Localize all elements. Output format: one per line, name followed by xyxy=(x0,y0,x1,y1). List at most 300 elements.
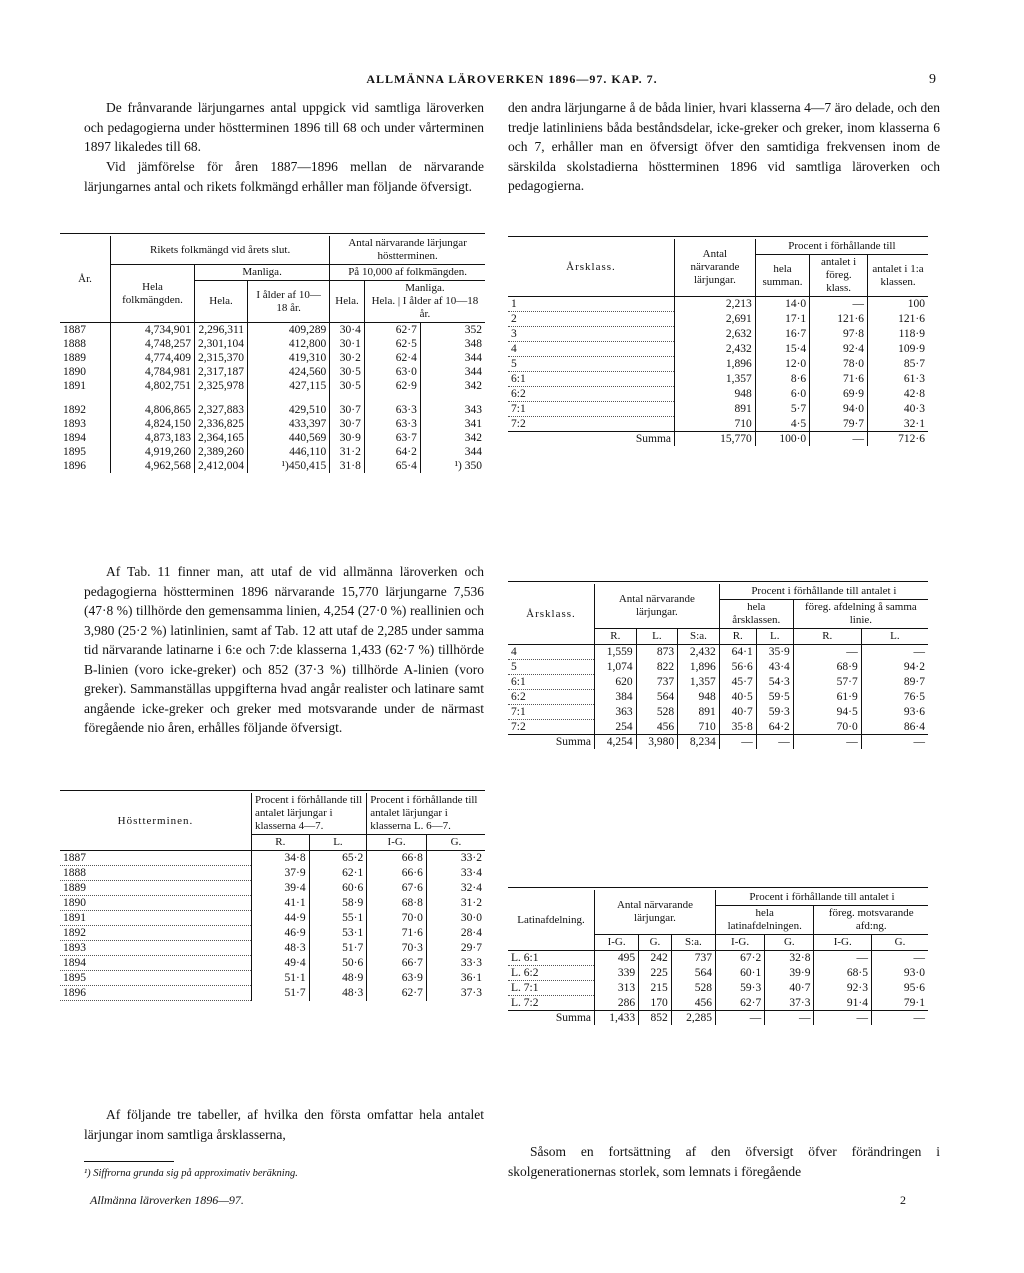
table-cell: 341 xyxy=(420,417,485,431)
subheader-cell: R. xyxy=(719,629,756,645)
subheader-cell: I-G. xyxy=(715,935,764,951)
sum-cell: — xyxy=(756,735,793,750)
t4-h-hela: hela årsklassen. xyxy=(719,600,793,629)
table-cell: 4,784,981 xyxy=(111,365,195,379)
table-row xyxy=(60,941,485,956)
table-cell: 822 xyxy=(636,660,678,675)
table-cell: 948 xyxy=(678,690,720,705)
t2-sub-ig: I-G. xyxy=(367,835,427,851)
table-cell: 91·4 xyxy=(814,996,871,1011)
table-cell: 440,569 xyxy=(248,431,330,445)
sum-cell: 8,234 xyxy=(678,735,720,750)
table-row xyxy=(60,926,485,941)
table-cell: 40·7 xyxy=(765,981,814,996)
t2-body xyxy=(60,851,485,1001)
table-row xyxy=(508,720,928,735)
table-cell: 528 xyxy=(671,981,715,996)
table-cell: 92·4 xyxy=(810,342,868,357)
t4-h-proc: Procent i förhållande till antalet i xyxy=(719,584,928,600)
t1-h-hela2: Hela. xyxy=(330,281,365,323)
subheader-cell: S:a. xyxy=(678,629,720,645)
table-cell: 343 xyxy=(420,403,485,417)
table-cell: 1887 xyxy=(60,851,252,866)
t5-h-hela: hela latinafdelningen. xyxy=(715,906,814,935)
table-row xyxy=(60,379,485,393)
table-cell: 93·6 xyxy=(861,705,928,720)
table-cell: 446,110 xyxy=(248,445,330,459)
table-cell: 71·6 xyxy=(367,926,427,941)
table-cell: 4,806,865 xyxy=(111,403,195,417)
t3-h-hela: hela summan. xyxy=(755,255,809,297)
table-cell: 4,774,409 xyxy=(111,351,195,365)
table-cell: 4,919,260 xyxy=(111,445,195,459)
table-cell: 1895 xyxy=(60,971,252,986)
table-cell: 342 xyxy=(420,379,485,393)
table-cell: 5 xyxy=(508,357,675,372)
table-cell: 495 xyxy=(595,951,639,966)
table-cell: 59·3 xyxy=(715,981,764,996)
table-cell: 63·0 xyxy=(364,365,420,379)
table-row xyxy=(60,431,485,445)
table-cell: 37·9 xyxy=(252,866,310,881)
table-cell: 344 xyxy=(420,445,485,459)
table-row xyxy=(508,387,928,402)
subheader-cell: I-G. xyxy=(814,935,871,951)
table-row xyxy=(508,951,928,966)
table-cell: 2,364,165 xyxy=(195,431,248,445)
t4-h-klass: Årsklass. xyxy=(508,584,595,645)
table-cell: 65·4 xyxy=(364,459,420,473)
table-cell: 92·3 xyxy=(814,981,871,996)
page-number: 9 xyxy=(929,72,936,87)
table-cell: 342 xyxy=(420,431,485,445)
table-cell: 1892 xyxy=(63,404,86,416)
table-cell: 429,510 xyxy=(248,403,330,417)
table-cell: ¹) 350 xyxy=(420,459,485,473)
table-row xyxy=(60,851,485,866)
sum-cell: 852 xyxy=(639,1011,672,1026)
t1-h-hela-folk: Hela folkmängden. xyxy=(111,265,195,323)
table-cell: 70·0 xyxy=(367,911,427,926)
table-cell: 948 xyxy=(675,387,756,402)
table-cell: 170 xyxy=(639,996,672,1011)
table-cell: 2,432 xyxy=(678,645,720,660)
table-row xyxy=(60,365,485,379)
table-cell: 28·4 xyxy=(426,926,485,941)
table-cell: 58·9 xyxy=(309,896,367,911)
sum-row xyxy=(508,735,928,750)
table-cell: 363 xyxy=(595,705,637,720)
table-row xyxy=(60,866,485,881)
table-cell: 30·7 xyxy=(330,417,365,431)
table-cell: 43·4 xyxy=(756,660,793,675)
table-cell: 40·7 xyxy=(719,705,756,720)
table-cell: ¹)450,415 xyxy=(248,459,330,473)
table-row xyxy=(60,459,485,473)
t2-sub-l: L. xyxy=(309,835,367,851)
table-cell: 61·9 xyxy=(793,690,861,705)
table-cell: 1890 xyxy=(63,366,86,378)
table-cell: 31·2 xyxy=(330,445,365,459)
intro-paragraph-2: Vid jämförelse för åren 1887—1896 mellan de närvarande lärjungarnes antal och rikets folkmängd erhåller man följande öfversigt. xyxy=(84,159,484,194)
table-cell: 39·4 xyxy=(252,881,310,896)
table-row xyxy=(60,351,485,365)
table-cell: 2,336,825 xyxy=(195,417,248,431)
sum-cell: — xyxy=(871,1011,928,1026)
table-cell: 1,357 xyxy=(675,372,756,387)
table-cell: 37·3 xyxy=(426,986,485,1001)
table-cell: 31·2 xyxy=(426,896,485,911)
table-cell: 1892 xyxy=(60,926,252,941)
table-cell: — xyxy=(793,645,861,660)
table-cell: 94·0 xyxy=(810,402,868,417)
table-cell: 48·9 xyxy=(309,971,367,986)
table-cell: 620 xyxy=(595,675,637,690)
table-cell: 64·2 xyxy=(756,720,793,735)
t2-h-proc1: Procent i förhållande till antalet lärjungar i klasserna 4—7. xyxy=(252,793,367,835)
table-cell: 3 xyxy=(508,327,675,342)
latinafdelning-table xyxy=(508,890,928,1025)
table-cell: 564 xyxy=(671,966,715,981)
table-cell: 1888 xyxy=(60,866,252,881)
table-cell: 12·0 xyxy=(755,357,809,372)
table-cell: 339 xyxy=(595,966,639,981)
table-cell: — xyxy=(814,951,871,966)
table-cell: 412,800 xyxy=(248,337,330,351)
t1-h-manliga: Manliga. xyxy=(195,265,330,281)
table-cell: 1893 xyxy=(63,418,86,430)
sum-cell: 3,980 xyxy=(636,735,678,750)
table-cell: 2,317,187 xyxy=(195,365,248,379)
table-cell: 1,896 xyxy=(678,660,720,675)
table2-top-rule xyxy=(60,790,485,791)
table-cell: 242 xyxy=(639,951,672,966)
realist-latinare-table xyxy=(60,793,485,1001)
table-cell: 427,115 xyxy=(248,379,330,393)
subheader-cell: G. xyxy=(639,935,672,951)
table-cell: 63·7 xyxy=(364,431,420,445)
t5-h-lat: Latinafdelning. xyxy=(508,890,595,951)
table-cell: 62·5 xyxy=(364,337,420,351)
table-cell: 344 xyxy=(420,365,485,379)
table-cell: 41·1 xyxy=(252,896,310,911)
table-cell: 85·7 xyxy=(868,357,928,372)
mid-paragraph: Af Tab. 11 finner man, att utaf de vid allmänna läroverken och pedagogierna höstterminen 1896 närvarande 15,770 lärjungarne 7,536 (47·8 %) tillhörde den gemensamma linien, 4,254 (27·0 %) reallinien och 3,980 (25·2 %) latinlinien, samt af Tab. 12 att utaf de 2,285 under samma tid närvarande latinarne i 6:e och 7:de klasserna 1,433 (62·7 %) tillhörde B-linien (voro icke-greker) och 852 (37·3 %) tillhörde A-linien (voro greker). Sammanställas uppgifterna hvad angår realister och latinare samt angående icke-greker och greker med motsvarande under de närmast föregående nio åren, erhålles följande öfversigt. xyxy=(84,564,484,735)
table-cell: 4 xyxy=(508,645,595,660)
table-cell: 66·8 xyxy=(367,851,427,866)
table-cell: 35·9 xyxy=(756,645,793,660)
table-cell: 68·5 xyxy=(814,966,871,981)
table-row xyxy=(508,996,928,1011)
table-cell: 737 xyxy=(671,951,715,966)
table-cell: L. 6:2 xyxy=(508,966,595,981)
subheader-cell: G. xyxy=(871,935,928,951)
subheader-cell: L. xyxy=(756,629,793,645)
table-cell: 63·3 xyxy=(364,417,420,431)
table-cell: 4·5 xyxy=(755,417,809,432)
table-cell: 59·5 xyxy=(756,690,793,705)
table5-top-rule xyxy=(508,887,928,888)
table-cell: 30·4 xyxy=(330,323,365,338)
table-cell: 62·9 xyxy=(364,379,420,393)
table-cell: 1889 xyxy=(60,881,252,896)
table1-top-rule xyxy=(60,233,485,234)
table-row xyxy=(60,971,485,986)
table-row xyxy=(508,372,928,387)
table-cell: 94·5 xyxy=(793,705,861,720)
table-cell: 32·4 xyxy=(426,881,485,896)
table-cell: 33·2 xyxy=(426,851,485,866)
running-header: ALLMÄNNA LÄROVERKEN 1896—97. KAP. 7. xyxy=(366,72,658,86)
table-cell: 71·6 xyxy=(810,372,868,387)
table-cell: 62·1 xyxy=(309,866,367,881)
table-cell: 35·8 xyxy=(719,720,756,735)
table-row xyxy=(60,911,485,926)
table-cell: 225 xyxy=(639,966,672,981)
intro-paragraph-1: De frånvarande lärjungarnes antal uppgick vid samtliga läroverken och pedagogierna under höstterminen 1896 till 68 och under vårterminen 1897 likaledes till 68. xyxy=(84,100,484,154)
table-cell: 6:1 xyxy=(508,372,675,387)
table-cell: 4,824,150 xyxy=(111,417,195,431)
table-cell: 1888 xyxy=(63,338,86,350)
table-cell: 34·8 xyxy=(252,851,310,866)
sum-cell: 100·0 xyxy=(755,432,809,447)
t2-sub-g: G. xyxy=(426,835,485,851)
t3-body xyxy=(508,297,928,447)
table-cell: — xyxy=(861,645,928,660)
t1-h-alder: I ålder af 10—18 år. xyxy=(248,281,330,323)
table-cell: 433,397 xyxy=(248,417,330,431)
sum-cell: — xyxy=(810,432,868,447)
table-row xyxy=(508,297,928,312)
table-cell: 2 xyxy=(508,312,675,327)
table-cell: 76·5 xyxy=(861,690,928,705)
table-row xyxy=(60,323,485,338)
table-cell: 7:2 xyxy=(508,417,675,432)
table-cell: 33·4 xyxy=(426,866,485,881)
table-cell: 7:2 xyxy=(508,720,595,735)
table-cell: 1 xyxy=(508,297,675,312)
table-cell: 79·7 xyxy=(810,417,868,432)
table-cell: 1896 xyxy=(60,986,252,1001)
table-cell: 40·5 xyxy=(719,690,756,705)
table-row xyxy=(508,660,928,675)
table-cell: 39·9 xyxy=(765,966,814,981)
table-cell: 118·9 xyxy=(868,327,928,342)
table-cell: 2,325,978 xyxy=(195,379,248,393)
footnote: ¹) Siffrorna grunda sig på approximativ beräkning. xyxy=(84,1168,298,1179)
table-cell: 61·3 xyxy=(868,372,928,387)
population-table xyxy=(60,236,485,473)
table-cell: L. 6:1 xyxy=(508,951,595,966)
sum-cell: 15,770 xyxy=(675,432,756,447)
table-cell: 14·0 xyxy=(755,297,809,312)
table-cell: 6:2 xyxy=(508,387,675,402)
table-row xyxy=(508,675,928,690)
table-cell: 62·4 xyxy=(364,351,420,365)
footnote-rule xyxy=(84,1161,174,1162)
table-cell: 2,632 xyxy=(675,327,756,342)
table-row xyxy=(60,417,485,431)
right-paragraph: den andra lärjungarne å de båda linier, hvari klasserna 4—7 äro delade, och den tredje latinliniens båda beståndsdelar, icke-greker och greker, inom klasserna 6 och 7, erhåller man en öfversigt öfver den samtidiga frekvensen inom de särskilda skolstadierna höstterminen 1896 vid samtliga läroverken och pedagogierna. xyxy=(508,100,940,193)
table-row xyxy=(60,986,485,1001)
table-cell: 2,296,311 xyxy=(195,323,248,338)
table-cell: 2,432 xyxy=(675,342,756,357)
table-cell: 63·3 xyxy=(364,403,420,417)
table-cell: 424,560 xyxy=(248,365,330,379)
table-cell: 1894 xyxy=(60,956,252,971)
t3-h-antal: Antal närvarande lärjungar. xyxy=(675,239,756,297)
sum-label: Summa xyxy=(508,432,675,447)
table-cell: 528 xyxy=(636,705,678,720)
sum-cell: — xyxy=(765,1011,814,1026)
table-cell: 109·9 xyxy=(868,342,928,357)
t2-h-term: Höstterminen. xyxy=(60,793,252,851)
table-cell: 46·9 xyxy=(252,926,310,941)
table-cell: 5 xyxy=(508,660,595,675)
t1-h-year: År. xyxy=(60,236,111,323)
sum-cell: 4,254 xyxy=(595,735,637,750)
t1-h-manliga2: Manliga. Hela. | I ålder af 10—18 år. xyxy=(364,281,485,323)
table-cell: 95·6 xyxy=(871,981,928,996)
table-cell: 1,074 xyxy=(595,660,637,675)
t5-body xyxy=(508,951,928,1026)
table-cell: 6:2 xyxy=(508,690,595,705)
t1-h-pa: På 10,000 af folkmängden. xyxy=(330,265,485,281)
table-cell: 2,412,004 xyxy=(195,459,248,473)
t4-h-antal: Antal närvarande lärjungar. xyxy=(595,584,720,629)
table-cell: 348 xyxy=(420,337,485,351)
table-cell: 16·7 xyxy=(755,327,809,342)
table-cell: 54·3 xyxy=(756,675,793,690)
table-cell: 215 xyxy=(639,981,672,996)
t2-sub-r: R. xyxy=(252,835,310,851)
table-cell: 6:1 xyxy=(508,675,595,690)
table-cell: 29·7 xyxy=(426,941,485,956)
t4-body xyxy=(508,645,928,750)
table-cell: 60·1 xyxy=(715,966,764,981)
table-cell: 51·7 xyxy=(309,941,367,956)
table-row xyxy=(508,357,928,372)
table-cell: 4 xyxy=(508,342,675,357)
table-cell: — xyxy=(810,297,868,312)
table-cell: 121·6 xyxy=(868,312,928,327)
table-cell: 2,213 xyxy=(675,297,756,312)
table-cell: 1896 xyxy=(63,460,86,472)
table-cell: 419,310 xyxy=(248,351,330,365)
table-cell: 60·6 xyxy=(309,881,367,896)
subheader-cell: L. xyxy=(861,629,928,645)
table-cell: 1894 xyxy=(63,432,86,444)
table-cell: 409,289 xyxy=(248,323,330,338)
table-cell: L. 7:1 xyxy=(508,981,595,996)
table-cell: 2,691 xyxy=(675,312,756,327)
t5-h-proc: Procent i förhållande till antalet i xyxy=(715,890,928,906)
table-cell: 30·0 xyxy=(426,911,485,926)
table-cell: 4,734,901 xyxy=(111,323,195,338)
table-cell: 62·7 xyxy=(715,996,764,1011)
table-cell: 79·1 xyxy=(871,996,928,1011)
table-cell: 1895 xyxy=(63,446,86,458)
table-cell: 737 xyxy=(636,675,678,690)
t1-body xyxy=(60,323,485,474)
table-cell: 70·0 xyxy=(793,720,861,735)
table-cell: 57·7 xyxy=(793,675,861,690)
table-cell: 4,873,183 xyxy=(111,431,195,445)
table-row xyxy=(508,966,928,981)
table-cell: 4,748,257 xyxy=(111,337,195,351)
table-cell: 65·2 xyxy=(309,851,367,866)
t3-h-foreg: antalet i föreg. klass. xyxy=(810,255,868,297)
arsklass-total-table xyxy=(508,239,928,446)
subheader-cell: R. xyxy=(793,629,861,645)
table-cell: 63·9 xyxy=(367,971,427,986)
table-row xyxy=(508,645,928,660)
table-cell: 5·7 xyxy=(755,402,809,417)
table-row xyxy=(60,896,485,911)
table-cell: L. 7:2 xyxy=(508,996,595,1011)
table-cell: 1887 xyxy=(63,324,86,336)
table-cell: 286 xyxy=(595,996,639,1011)
table-row xyxy=(508,981,928,996)
table-cell: 17·1 xyxy=(755,312,809,327)
table-cell: 45·7 xyxy=(719,675,756,690)
table-cell: 7:1 xyxy=(508,402,675,417)
table-cell: 1893 xyxy=(60,941,252,956)
t1-h-riket: Rikets folkmängd vid årets slut. xyxy=(111,236,330,265)
sum-cell: 1,433 xyxy=(595,1011,639,1026)
sum-cell: — xyxy=(814,1011,871,1026)
table-cell: 33·3 xyxy=(426,956,485,971)
table-cell: 94·2 xyxy=(861,660,928,675)
table-cell: 30·2 xyxy=(330,351,365,365)
table-cell: 352 xyxy=(420,323,485,338)
table-cell: 8·6 xyxy=(755,372,809,387)
table-cell: 51·1 xyxy=(252,971,310,986)
table-cell: 710 xyxy=(675,417,756,432)
table-cell: 32·8 xyxy=(765,951,814,966)
table-cell: 44·9 xyxy=(252,911,310,926)
t4-h-foreg: föreg. afdelning å samma linie. xyxy=(793,600,928,629)
table-cell: 56·6 xyxy=(719,660,756,675)
table-cell: 100 xyxy=(868,297,928,312)
table-cell: 68·9 xyxy=(793,660,861,675)
table-cell: 2,315,370 xyxy=(195,351,248,365)
table-cell: 30·1 xyxy=(330,337,365,351)
table-cell: 891 xyxy=(678,705,720,720)
table-cell: 67·6 xyxy=(367,881,427,896)
table-cell: 384 xyxy=(595,690,637,705)
bottom-left-paragraph: Af följande tre tabeller, af hvilka den första omfattar hela antalet lärjungar inom samtliga årsklasserna, xyxy=(84,1107,484,1142)
table-cell: 51·7 xyxy=(252,986,310,1001)
bottom-right-paragraph: Såsom en fortsättning af den öfversigt öfver förändringen i skolgenerationernas storlek, som lemnats i föregående xyxy=(508,1144,940,1179)
table-cell: 121·6 xyxy=(810,312,868,327)
table-row xyxy=(60,956,485,971)
table-cell: 313 xyxy=(595,981,639,996)
table-cell: 69·9 xyxy=(810,387,868,402)
sum-label: Summa xyxy=(508,1011,595,1026)
table-cell: 32·1 xyxy=(868,417,928,432)
table-cell: 59·3 xyxy=(756,705,793,720)
sum-cell: — xyxy=(719,735,756,750)
table4-top-rule xyxy=(508,581,928,582)
table-cell: 53·1 xyxy=(309,926,367,941)
subheader-cell: I-G. xyxy=(595,935,639,951)
table-cell: 62·7 xyxy=(364,323,420,338)
table-cell: 50·6 xyxy=(309,956,367,971)
table-cell: 873 xyxy=(636,645,678,660)
sum-row xyxy=(508,1011,928,1026)
table-row xyxy=(60,403,485,417)
